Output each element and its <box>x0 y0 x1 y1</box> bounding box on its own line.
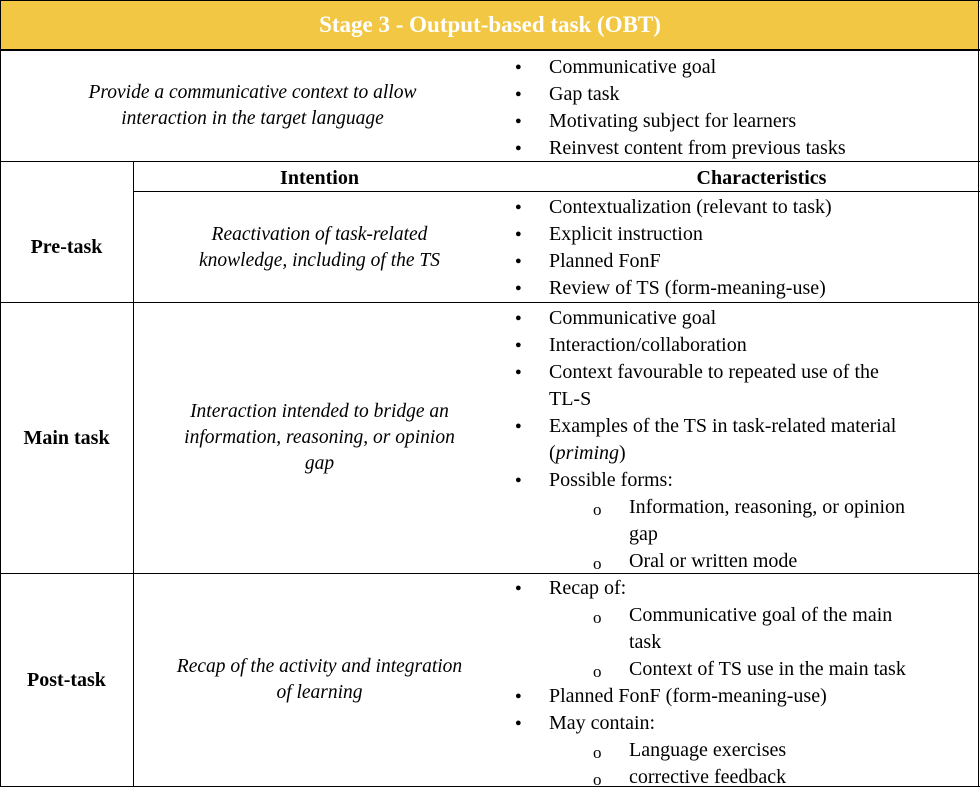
priming-term: priming <box>555 442 620 464</box>
list-item: ● Interaction/collaboration <box>505 332 905 359</box>
list-item: ● Planned FonF (form-meaning-use) <box>505 683 906 710</box>
header-intention: Intention <box>280 167 359 189</box>
intention-line: of learning <box>276 682 363 703</box>
list-item: ● Context favourable to repeated use of the <box>505 359 905 386</box>
sub-list-item: o Information, reasoning, or opinion <box>505 494 905 521</box>
list-item-continuation: TL-S <box>549 388 592 410</box>
post-task-intention <box>134 574 505 786</box>
list-item: ● Reinvest content from previous tasks <box>505 135 846 162</box>
intention-line: Reactivation of task-related <box>211 223 428 245</box>
sub-list-item-continuation: gap <box>629 523 658 545</box>
sub-list-item: o Oral or written mode <box>505 548 905 575</box>
post-task-bullets <box>505 575 906 791</box>
list-item: ● Communicative goal <box>505 305 905 332</box>
list-item: ● May contain: <box>505 710 906 737</box>
intention-line: Interaction intended to bridge an <box>190 401 449 422</box>
list-item-continuation <box>505 440 905 467</box>
sub-list-item: o Context of TS use in the main task <box>505 656 906 683</box>
list-item: ● Planned FonF <box>505 248 832 275</box>
list-item: ● Communicative goal <box>505 54 846 81</box>
list-item: ● Explicit instruction <box>505 221 832 248</box>
border-right <box>978 0 979 787</box>
intention-line: information, reasoning, or opinion <box>184 427 455 448</box>
list-item: ● Contextualization (relevant to task) <box>505 194 832 221</box>
sub-list-item-continuation: task <box>629 631 662 653</box>
intro-text-line: interaction in the target language <box>121 108 384 129</box>
stage-post-task: Post-task <box>27 668 106 691</box>
paren-close: ) <box>619 442 626 464</box>
stage-pre-task: Pre-task <box>30 235 103 258</box>
main-task-intention <box>134 303 505 573</box>
intro-bullets <box>505 54 846 162</box>
list-item: ● Examples of the TS in task-related material <box>505 413 905 440</box>
sub-list-item: o Communicative goal of the main <box>505 602 906 629</box>
list-item: ● Recap of: <box>505 575 906 602</box>
sub-list-item: o corrective feedback <box>505 764 906 791</box>
pre-task-bullets <box>505 194 832 302</box>
intro-text-line: Provide a communicative context to allow <box>88 82 417 103</box>
list-item: ● Review of TS (form-meaning-use) <box>505 275 832 302</box>
sub-list-item: o Language exercises <box>505 737 906 764</box>
list-item: ● Motivating subject for learners <box>505 108 846 135</box>
list-item: ● Gap task <box>505 81 846 108</box>
stage-main-task: Main task <box>23 426 110 449</box>
paren-open: ( <box>549 442 556 464</box>
intention-line: gap <box>304 453 335 474</box>
intention-line: knowledge, including of the TS <box>198 249 440 271</box>
header-characteristics: Characteristics <box>696 167 827 189</box>
intention-line: Recap of the activity and integration <box>176 656 463 677</box>
list-item: ● Possible forms: <box>505 467 905 494</box>
table-title: Stage 3 - Output-based task (OBT) <box>1 1 979 49</box>
border-top <box>0 0 980 1</box>
main-task-bullets <box>505 305 905 575</box>
intro-text <box>0 51 505 161</box>
